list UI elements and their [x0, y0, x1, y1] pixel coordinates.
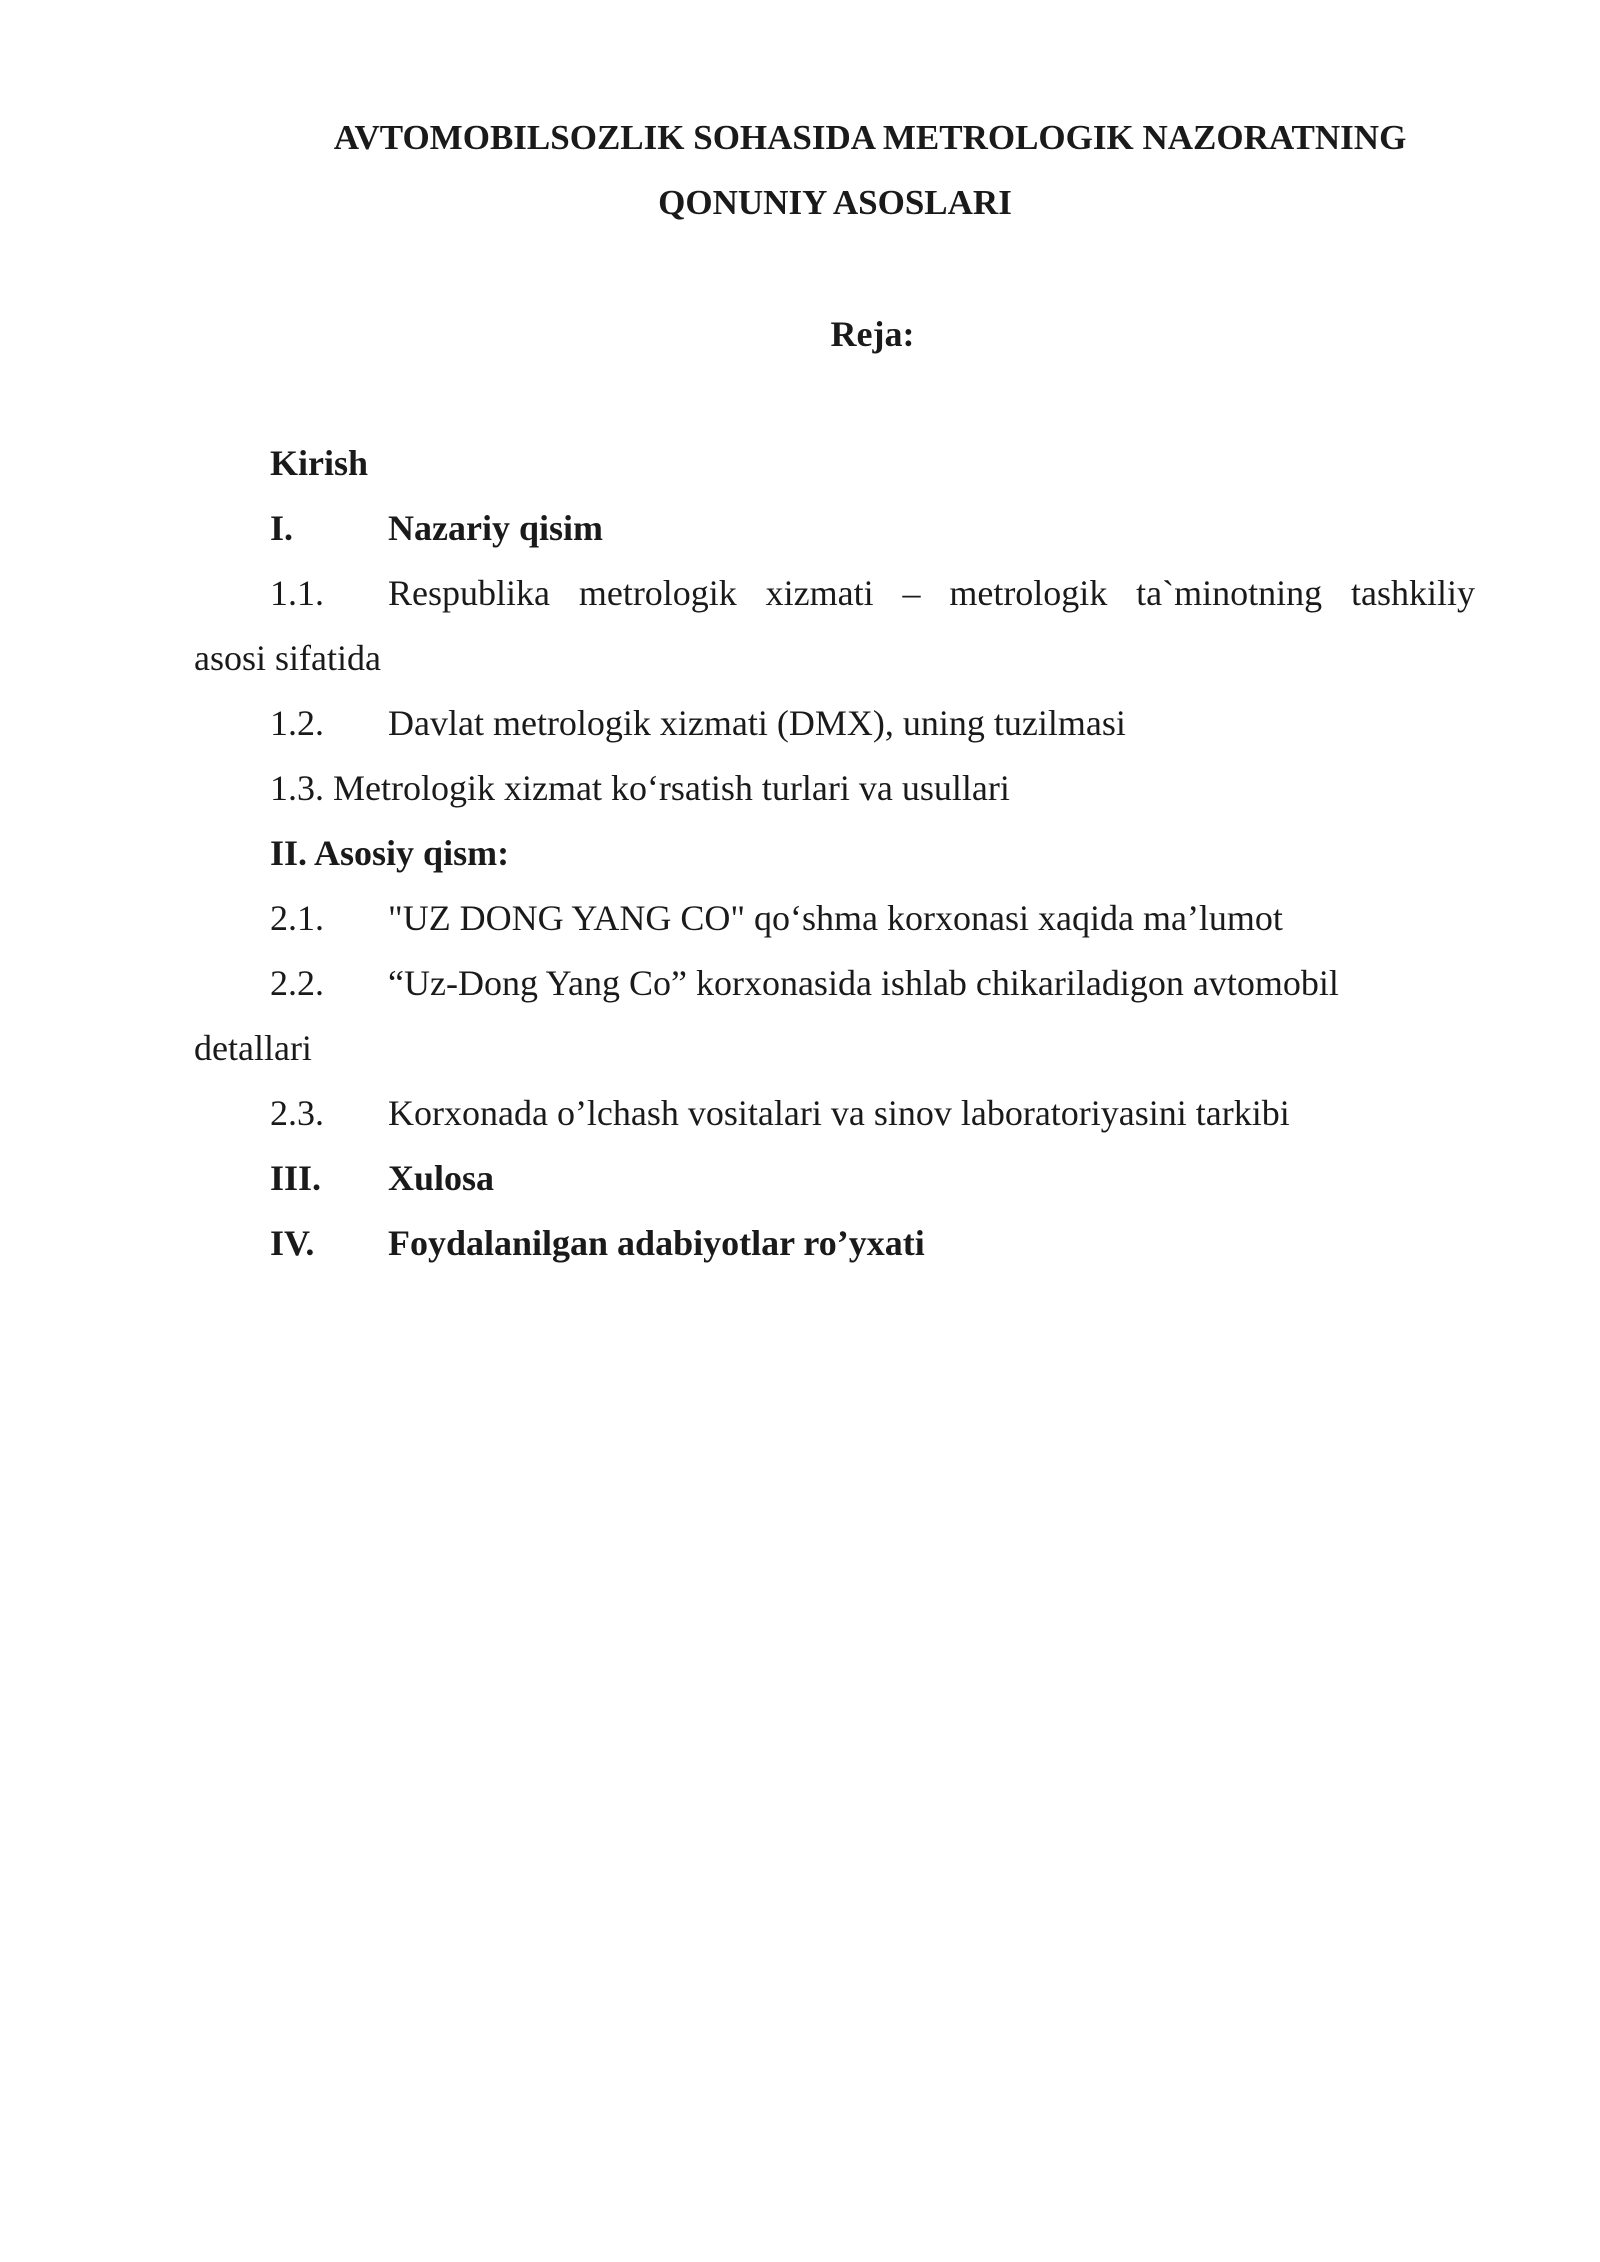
plan-item-introduction: Kirish — [270, 443, 369, 483]
document-title-line-2: QONUNIY ASOSLARI — [658, 183, 1012, 222]
plan-item-text: "UZ DONG YANG CO" qo‘shma korxonasi xaqida ma’lumot — [388, 898, 1283, 938]
plan-item-text: Korxonada o’lchash vositalari va sinov laboratoriyasini tarkibi — [388, 1093, 1290, 1133]
document-title-line-1: AVTOMOBILSOZLIK SOHASIDA METROLOGIK NAZORATNING — [333, 118, 1407, 157]
plan-item-text: Xulosa — [388, 1158, 495, 1198]
plan-item-number: 1.2. — [270, 703, 324, 743]
plan-item-1-3: 1.3. Metrologik xizmat ko‘rsatish turlari va usullari — [270, 768, 1010, 808]
plan-item-number: 2.2. — [270, 963, 324, 1003]
plan-item-text: “Uz-Dong Yang Co” korxonasida ishlab chikariladigon avtomobil — [388, 963, 1339, 1003]
plan-item-text-continuation: detallari — [194, 1028, 312, 1068]
plan-item-number: III. — [270, 1158, 322, 1198]
plan-item-text: Nazariy qisim — [388, 508, 603, 548]
plan-heading: Reja: — [830, 314, 915, 354]
plan-item-text: Respublika metrologik xizmati – metrologik ta`minotning tashkiliy — [388, 573, 1475, 613]
plan-item-text-continuation: asosi sifatida — [194, 638, 381, 678]
plan-item-number: 2.1. — [270, 898, 324, 938]
plan-item-number: 1.1. — [270, 573, 324, 613]
plan-item-number: I. — [270, 508, 294, 548]
plan-item-text: Davlat metrologik xizmati (DMX), uning tuzilmasi — [388, 703, 1126, 743]
plan-item-number: IV. — [270, 1223, 315, 1263]
plan-item-number: 2.3. — [270, 1093, 324, 1133]
plan-item-main-part: II. Asosiy qism: — [270, 833, 510, 873]
plan-item-text: Foydalanilgan adabiyotlar ro’yxati — [388, 1223, 925, 1263]
